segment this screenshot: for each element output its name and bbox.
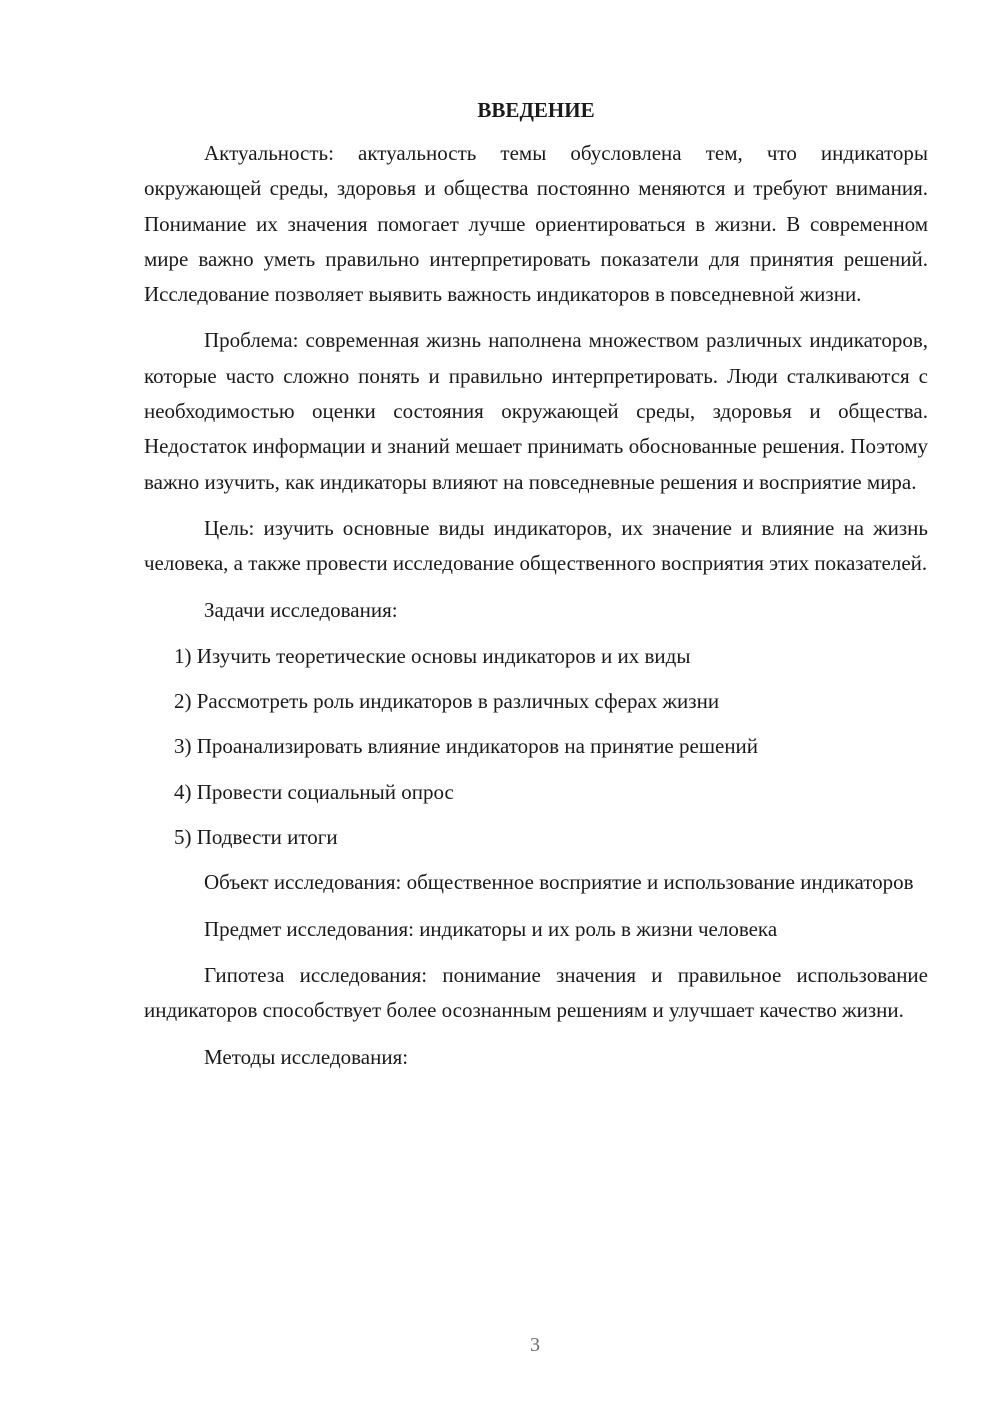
list-item: 1) Изучить теоретические основы индикаторов и их виды <box>174 643 691 668</box>
object-paragraph: Объект исследования: общественное восприятие и использование индикаторов <box>204 870 914 895</box>
list-item: 3) Проанализировать влияние индикаторов на принятие решений <box>174 734 759 759</box>
goal-paragraph: Цель: изучить основные виды индикаторов, их значение и влияние на жизнь человека, а также провести исследование общественного восприятия этих показателей. <box>144 515 928 576</box>
methods-heading: Методы исследования: <box>204 1044 409 1069</box>
document-page <box>144 96 928 1086</box>
page-title: ВВЕДЕНИЕ <box>477 98 595 122</box>
page-number: 3 <box>530 1334 540 1356</box>
tasks-heading: Задачи исследования: <box>204 597 398 622</box>
hypothesis-paragraph: Гипотеза исследования: понимание значения и правильное использование индикаторов способствует более осознанным решениям и улучшает качество жизни. <box>144 962 928 1023</box>
problem-paragraph: Проблема: современная жизнь наполнена множеством различных индикаторов, которые часто сложно понять и правильно интерпретировать. Люди сталкиваются с необходимостью оценки состояния окружающей среды, здоровья и общества. Недостаток информации и знаний мешает принимать обоснованные решения. Поэтому важно изучить, как индикаторы влияют на повседневные решения и восприятие мира. <box>144 328 928 494</box>
list-item: 4) Провести социальный опрос <box>174 779 454 804</box>
list-item: 5) Подвести итоги <box>174 825 338 850</box>
list-item: 2) Рассмотреть роль индикаторов в различных сферах жизни <box>174 689 720 714</box>
subject-paragraph: Предмет исследования: индикаторы и их роль в жизни человека <box>204 916 778 941</box>
tasks-list <box>144 639 928 855</box>
relevance-paragraph: Актуальность: актуальность темы обусловлена тем, что индикаторы окружающей среды, здоровья и общества постоянно меняются и требуют внимания. Понимание их значения помогает лучше ориентироваться в жизни. В современном мире важно уметь правильно интерпретировать показатели для принятия решений. Исследование позволяет выявить важность индикаторов в повседневной жизни. <box>144 141 928 307</box>
